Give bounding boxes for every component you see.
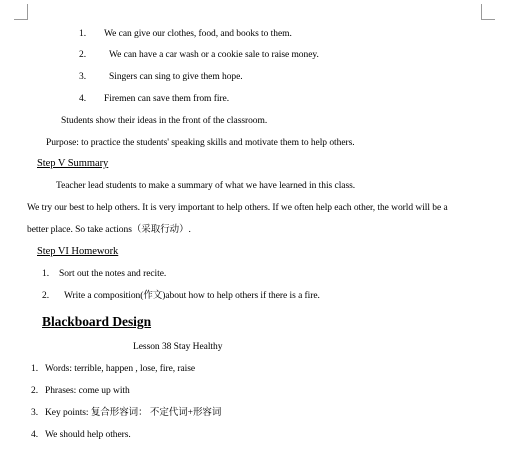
list-item: Singers can sing to give them hope. xyxy=(109,72,243,82)
homework-heading: Step VI Homework xyxy=(37,246,119,257)
list-number: 1. xyxy=(31,364,39,374)
list-item: Firemen can save them from fire. xyxy=(104,94,230,104)
lesson-title: Lesson 38 Stay Healthy xyxy=(133,342,223,352)
list-number: 3. xyxy=(31,408,39,418)
blackboard-heading: Blackboard Design xyxy=(42,314,152,329)
list-item: We should help others. xyxy=(45,430,131,440)
list-number: 1. xyxy=(42,269,50,279)
summary-heading: Step V Summary xyxy=(37,158,109,169)
list-number: 2. xyxy=(31,386,39,396)
list-item: Write a composition(作文)about how to help others if there is a fire. xyxy=(64,291,320,301)
list-item: Words: terrible, happen , lose, fire, raise xyxy=(45,364,196,374)
list-item: Sort out the notes and recite. xyxy=(59,269,167,279)
list-item: Phrases: come up with xyxy=(45,386,130,396)
teacher-lead-line: Teacher lead students to make a summary of what we have learned in this class. xyxy=(56,181,356,191)
list-number: 3. xyxy=(79,72,87,82)
list-number: 4. xyxy=(79,94,87,104)
list-item: We can have a car wash or a cookie sale to raise money. xyxy=(109,50,319,60)
list-number: 1. xyxy=(79,29,87,39)
list-item: We can give our clothes, food, and books to them. xyxy=(104,29,292,39)
crop-mark-top-right xyxy=(481,4,495,20)
list-item: Key points: 复合形容词： 不定代词+形容词 xyxy=(45,408,222,418)
list-number: 2. xyxy=(79,50,87,60)
summary-paragraph-line-2: better place. So take actions（采取行动）. xyxy=(27,225,191,235)
purpose-line: Purpose: to practice the students' speaking skills and motivate them to help others. xyxy=(46,138,355,148)
list-number: 4. xyxy=(31,430,39,440)
list-number: 2. xyxy=(42,291,50,301)
summary-paragraph-line-1: We try our best to help others. It is very important to help others. If we often help each other, the world will be a xyxy=(27,203,448,213)
crop-mark-top-left xyxy=(14,4,28,20)
students-show-line: Students show their ideas in the front of the classroom. xyxy=(61,116,268,126)
